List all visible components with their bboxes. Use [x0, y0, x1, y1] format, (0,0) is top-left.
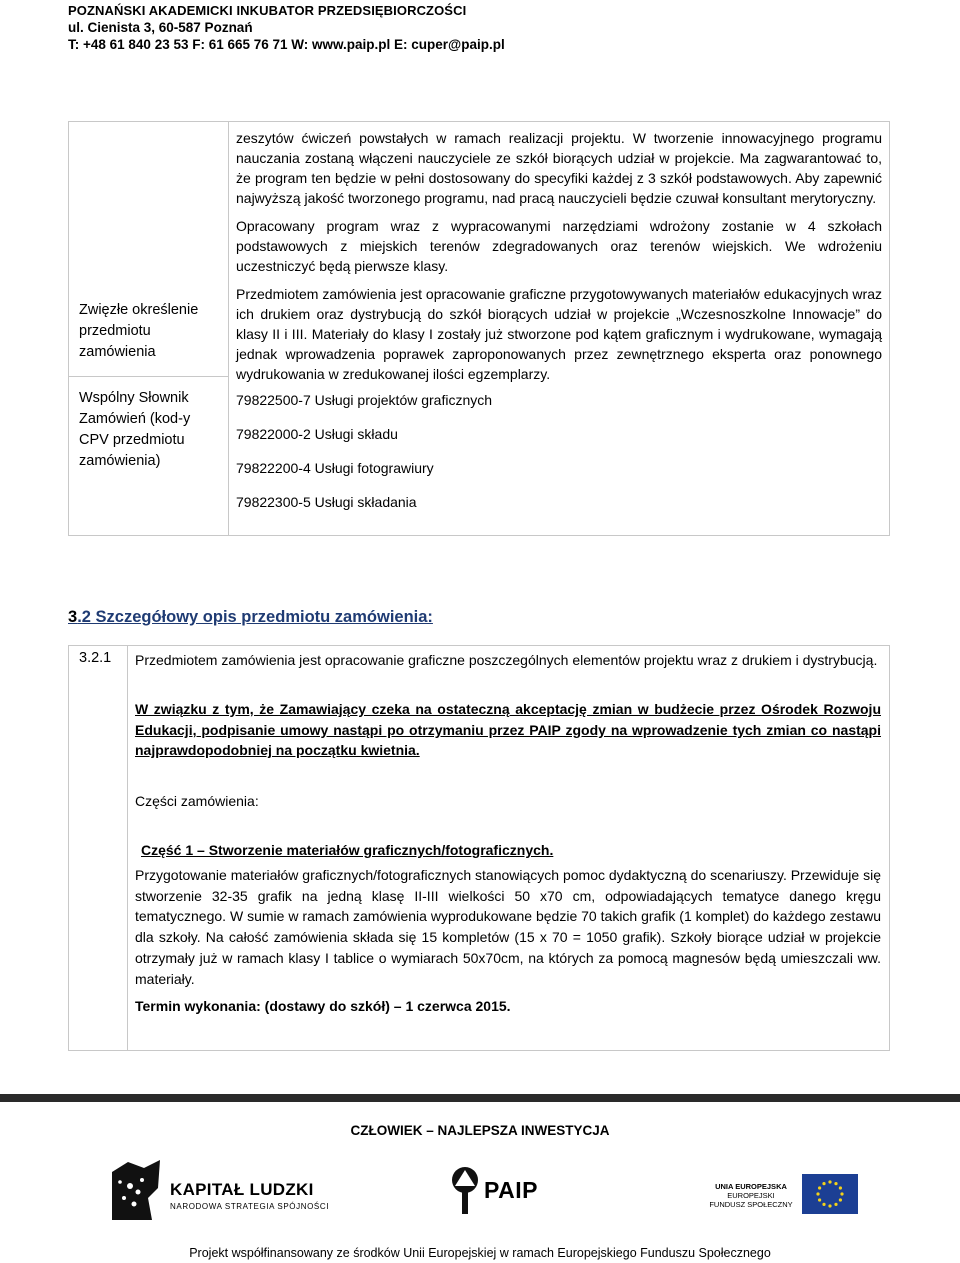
- subject-table: [68, 121, 890, 536]
- cpv-label: Wspólny Słownik Zamówień (kod-y CPV przedmiotu zamówienia): [79, 390, 191, 469]
- eu-title: UNIA EUROPEJSKA: [715, 1182, 787, 1191]
- cpv-code: 79822000-2 Usługi składu: [236, 426, 398, 442]
- subject-content-cell: [229, 122, 890, 536]
- eu-flag-icon: [802, 1174, 858, 1214]
- org-address: ul. Cienista 3, 60-587 Poznań: [68, 20, 253, 35]
- eu-sub2: FUNDUSZ SPOŁECZNY: [709, 1200, 793, 1209]
- cpv-code: 79822200-4 Usługi fotograwiury: [236, 460, 434, 476]
- part1-title: Część 1 – Stworzenie materiałów graficznych/fotograficznych.: [141, 841, 554, 858]
- program-paragraph: zeszytów ćwiczeń powstałych w ramach realizacji projektu. W tworzenie innowacyjnego programu nauczania zostaną włączeni nauczyciele ze szkół biorących udział w projekcie. Ma zagwarantować to, że program ten będzie w pełni dostosowany do specyfiki każdej z 3 szkół podstawowych. Aby zapewnić najwyższą jakość tworzonego programu, nad pracą nauczycieli będzie czuwał konsultant merytoryczny.: [236, 130, 882, 206]
- subject-label: Zwięzłe określenie przedmiotu zamówienia: [69, 122, 228, 377]
- subject-paragraph: Przedmiotem zamówienia jest opracowanie graficzne przygotowywanych materiałów edukacyjnych wraz ich drukiem oraz dystrybucją do szkół biorących udział w projekcie „Wczesnoszkolne Innowacje” do klasy II i III. Materiały do klasy I zostały już stworzone pod kątem graficznym i wydrukowane, wymagają jednak wprowadzenia poprawek zaproponowanych przez zewnętrznego eksperta oraz ponownego wydrukowania w zredukowanej ilości egzemplarzy.: [236, 286, 882, 382]
- notice-paragraph: W związku z tym, że Zamawiający czeka na ostateczną akceptację zmian w budżecie przez Ośrodek Rozwoju Edukacji, podpisanie umowy nastąpi po otrzymaniu przez PAIP zgody na wprowadzenie tych zmian co nastąpi najprawdopodobniej na początku kwietnia.: [135, 700, 881, 759]
- subject-labels-cell: [69, 122, 229, 536]
- deadline: Termin wykonania: (dostawy do szkół) – 1 czerwca 2015.: [135, 997, 511, 1014]
- paip-logo-icon: [450, 1166, 480, 1214]
- footer-slogan: CZŁOWIEK – NAJLEPSZA INWESTYCJA: [350, 1123, 610, 1138]
- eu-label: [706, 1182, 796, 1209]
- item-body: [128, 646, 890, 1051]
- parts-label: Części zamówienia:: [135, 793, 259, 810]
- section-number: 3: [68, 608, 78, 626]
- footer-note: Projekt współfinansowany ze środków Unii Europejskiej w ramach Europejskiego Funduszu Społecznego: [189, 1246, 771, 1260]
- eu-sub1: EUROPEJSKI: [727, 1191, 775, 1200]
- item-number: 3.2.1: [69, 646, 128, 1051]
- letterhead: [68, 2, 908, 53]
- cpv-code: 79822500-7 Usługi projektów graficznych: [236, 392, 493, 408]
- part1-body: Przygotowanie materiałów graficznych/fotograficznych stanowiących pomoc dydaktyczną do scenariuszy. Przewiduje się stworzenie 32-35 grafik na jedną klasę II-III wielkości 50 x70 cm, odpowiadających tematyce danego kręgu tematycznego. W sumie w ramach zamówienia wyprodukowane będzie 70 takich grafik (1 komplet) do każdego zestawu dla szkoły. Na całość zamówienia składa się 15 kompletów (15 x 70 = 1050 grafik). Szkoły biorące udział w projekcie otrzymały już w ramach klasy I tablice o wymiarach 50x70cm, na których za pomocą magnesów będą umieszczali ww. materiały.: [135, 866, 881, 987]
- implementation-paragraph: Opracowany program wraz z wypracowanymi narzędziami wdrożony zostanie w 4 szkołach podstawowych z miejskich terenów zdegradowanych oraz terenów wiejskich. We wdrożeniu uczestniczyć będą pierwsze klasy.: [236, 218, 882, 274]
- logos-row: [108, 1152, 868, 1232]
- section-title: [68, 608, 433, 627]
- kapital-ludzki-name: KAPITAŁ LUDZKI: [170, 1180, 314, 1199]
- cpv-code: 79822300-5 Usługi składania: [236, 494, 417, 510]
- paip-name: PAIP: [484, 1177, 538, 1203]
- kapital-ludzki-logo-icon: [108, 1158, 164, 1222]
- section-title-text: .2 Szczegółowy opis przedmiotu zamówienia:: [77, 608, 433, 626]
- footer-rule: [0, 1094, 960, 1102]
- kapital-ludzki-subtitle: NARODOWA STRATEGIA SPÓJNOŚCI: [170, 1202, 330, 1211]
- org-name: POZNAŃSKI AKADEMICKI INKUBATOR PRZEDSIĘBIORCZOŚCI: [68, 3, 467, 18]
- intro-paragraph: Przedmiotem zamówienia jest opracowanie graficzne poszczególnych elementów projektu wraz z drukiem i dystrybucją.: [135, 652, 878, 668]
- org-contact: T: +48 61 840 23 53 F: 61 665 76 71 W: www.paip.pl E: cuper@paip.pl: [68, 37, 505, 52]
- description-table: [68, 645, 890, 1051]
